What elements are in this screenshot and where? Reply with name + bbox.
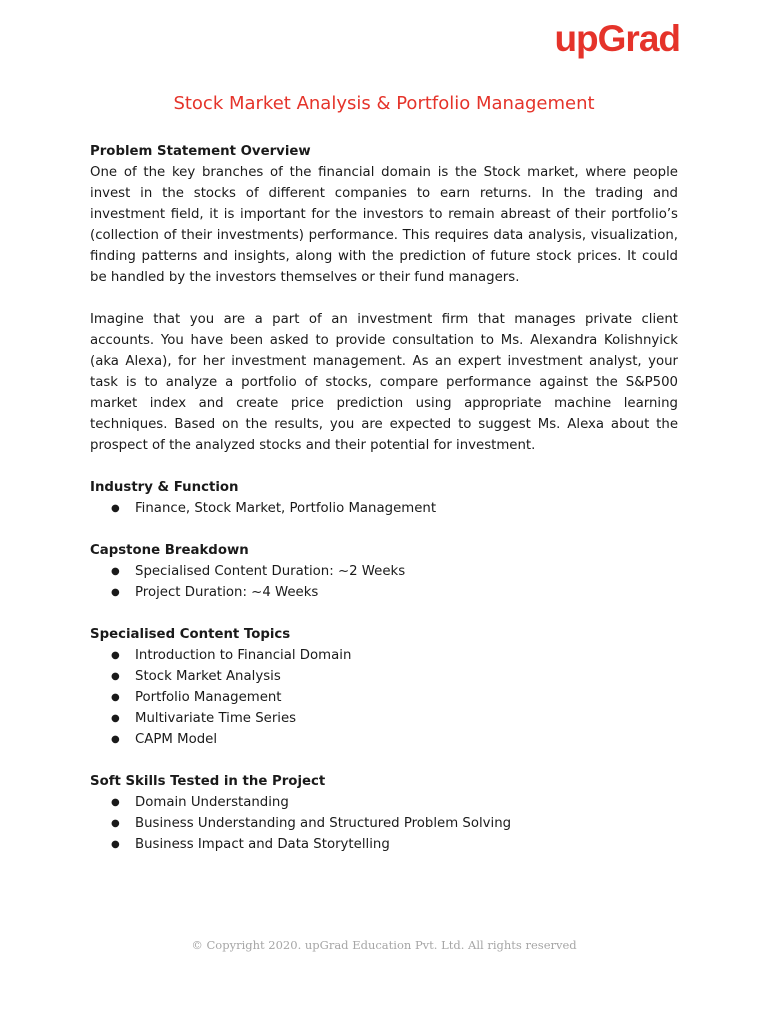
list-item: ● CAPM Model — [90, 729, 678, 750]
capstone-heading: Capstone Breakdown — [90, 543, 249, 558]
upgrad-logo: upGrad — [554, 18, 680, 59]
topics-list — [90, 645, 678, 750]
list-item: ● Business Impact and Data Storytelling — [90, 834, 678, 855]
list-item: ● Business Understanding and Structured Problem Solving — [90, 813, 678, 834]
problem-paragraph-1: One of the key branches of the financial domain is the Stock market, where people invest in the stocks of different companies to earn returns. In the trading and investment field, it is important for the investors to remain abreast of their portfolio’s (collection of their investments) performance. This requires data analysis, visualization, finding patterns and insights, along with the prediction of future stock prices. It could be handled by the investors themselves or their fund managers. — [90, 165, 678, 285]
capstone-list — [90, 561, 678, 603]
topics-heading: Specialised Content Topics — [90, 627, 291, 642]
copyright-footer: © Copyright 2020. upGrad Education Pvt. Ltd. All rights reserved — [191, 938, 577, 952]
list-item: ● Finance, Stock Market, Portfolio Management — [90, 498, 678, 519]
list-item: ● Project Duration: ~4 Weeks — [90, 582, 678, 603]
list-item: ● Stock Market Analysis — [90, 666, 678, 687]
problem-heading: Problem Statement Overview — [90, 144, 311, 159]
document-body — [90, 141, 678, 855]
industry-list — [90, 498, 678, 519]
list-item: ● Domain Understanding — [90, 792, 678, 813]
problem-paragraph-2: Imagine that you are a part of an investment firm that manages private client accounts. You have been asked to provide consultation to Ms. Alexandra Kolishnyick (aka Alexa), for her investment management. As an expert investment analyst, your task is to analyze a portfolio of stocks, compare performance against the S&P500 market index and create price prediction using appropriate machine learning techniques. Based on the results, you are expected to suggest Ms. Alexa about the prospect of the analyzed stocks and their potential for investment. — [90, 312, 678, 453]
industry-heading: Industry & Function — [90, 480, 239, 495]
soft-skills-list — [90, 792, 678, 855]
list-item: ● Introduction to Financial Domain — [90, 645, 678, 666]
list-item: ● Specialised Content Duration: ~2 Weeks — [90, 561, 678, 582]
soft-skills-heading: Soft Skills Tested in the Project — [90, 774, 326, 789]
list-item: ● Portfolio Management — [90, 687, 678, 708]
page-title: Stock Market Analysis & Portfolio Management — [173, 93, 595, 114]
list-item: ● Multivariate Time Series — [90, 708, 678, 729]
